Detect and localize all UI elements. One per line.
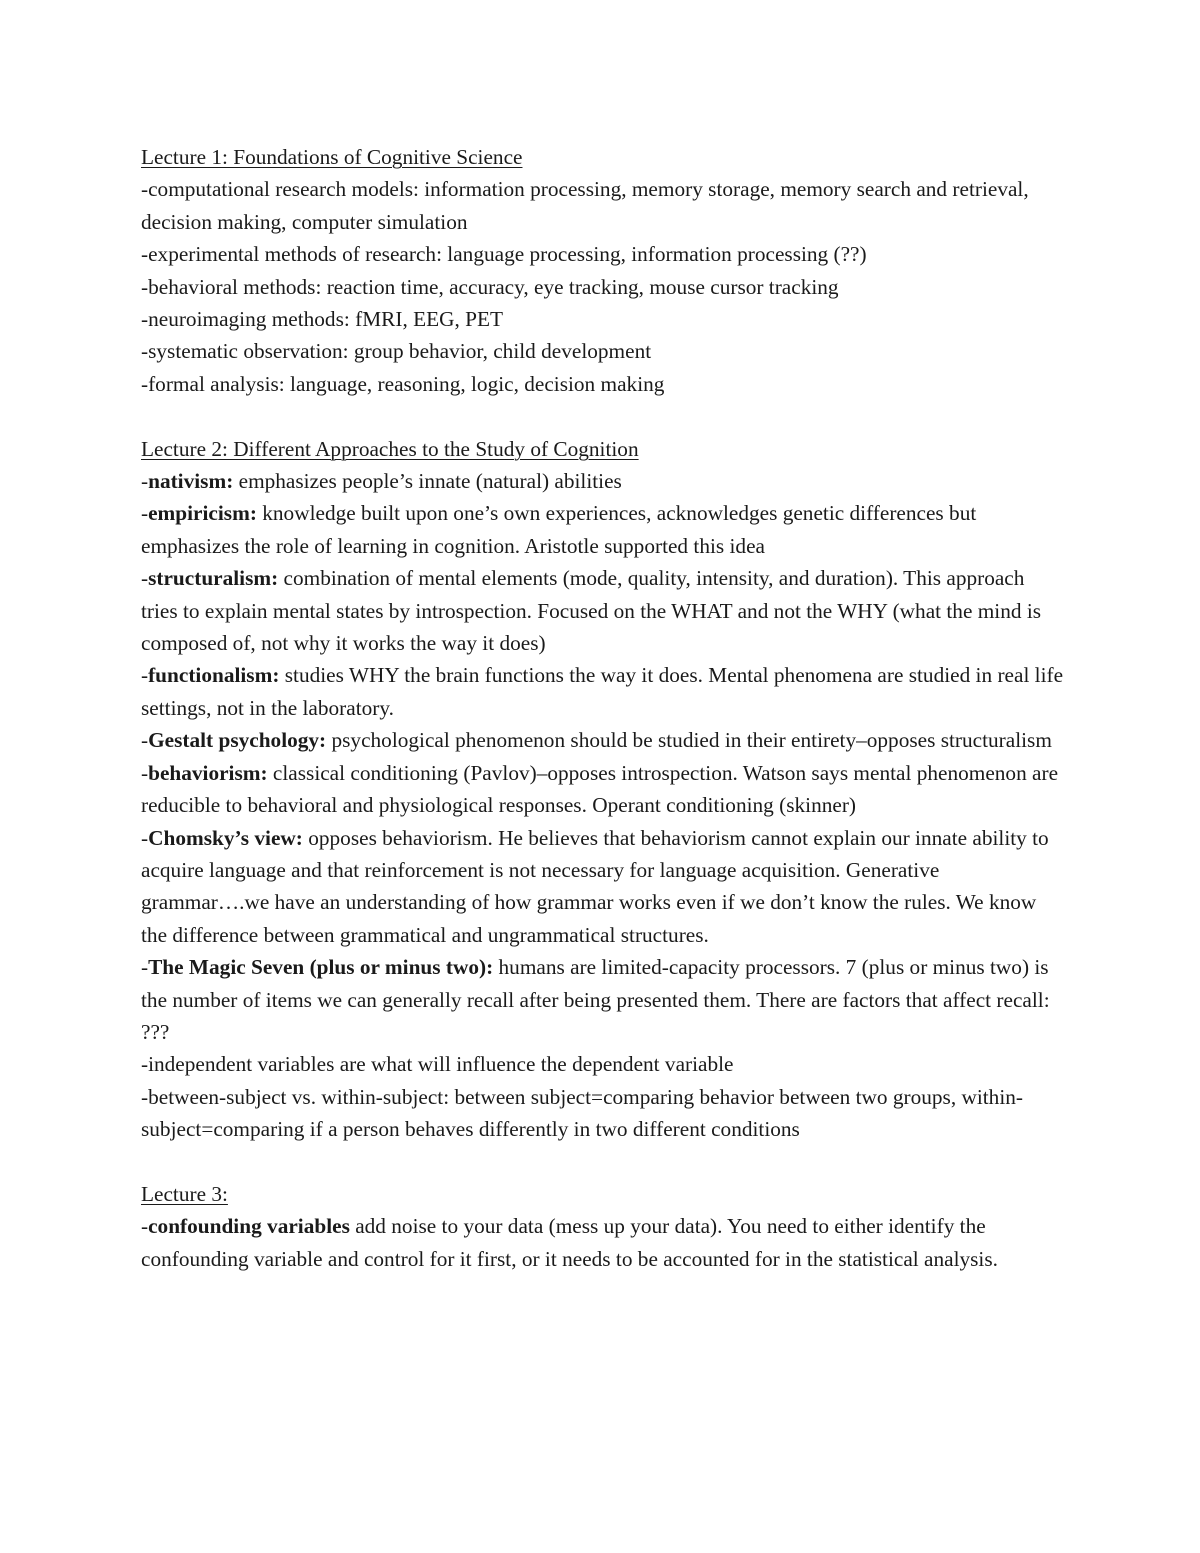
lecture-heading: Lecture 1: Foundations of Cognitive Science <box>141 145 523 169</box>
dash: - <box>141 242 149 267</box>
note-text: neuroimaging methods: fMRI, EEG, PET <box>148 307 503 332</box>
note-text: formal analysis: language, reasoning, logic, decision making <box>148 371 665 396</box>
note-line <box>141 757 1066 822</box>
note-line <box>141 303 1066 335</box>
term: behaviorism: <box>148 760 268 785</box>
note-line <box>141 238 1066 270</box>
note-text: humans are limited-capacity processors. 7 (plus or minus two) is the number of items we can generally recall after being presented them. There are factors that affect recall: ??? <box>141 955 1050 1044</box>
term: functionalism: <box>148 663 280 688</box>
note-line <box>141 562 1066 659</box>
note-text: add noise to your data (mess up your data). You need to either identify the confounding variable and control for it first, or it needs to be accounted for in the statistical analysis. <box>141 1214 998 1271</box>
dash: - <box>141 274 149 299</box>
note-text: emphasizes people’s innate (natural) abilities <box>233 469 622 494</box>
note-text: classical conditioning (Pavlov)–opposes introspection. Watson says mental phenomenon are reducible to behavioral and physiological responses. Operant conditioning (skinner) <box>141 760 1059 818</box>
note-line <box>141 822 1066 952</box>
note-text: opposes behaviorism. He believes that behaviorism cannot explain our innate ability to acquire language and that reinforcement is not necessary for language acquisition. Generative grammar….we have an understanding of how grammar works even if we don’t know the rules. We know the difference between grammatical and ungrammatical structures. <box>141 825 1049 947</box>
note-line <box>141 335 1066 367</box>
term: confounding variables <box>148 1214 350 1239</box>
dash: - <box>141 760 149 785</box>
dash: - <box>141 177 149 202</box>
dash: - <box>141 825 149 850</box>
term: nativism: <box>148 469 234 494</box>
term: The Magic Seven (plus or minus two): <box>148 955 494 980</box>
document-page <box>141 141 1066 1308</box>
note-text: computational research models: information processing, memory storage, memory search and retrieval, decision making, computer simulation <box>141 177 1029 234</box>
dash: - <box>141 1214 149 1239</box>
dash: - <box>141 955 149 980</box>
note-text: between-subject vs. within-subject: between subject=comparing behavior between two groups, within-subject=comparing if a person behaves differently in two different conditions <box>141 1084 1023 1142</box>
dash: - <box>141 307 149 332</box>
note-text: experimental methods of research: language processing, information processing (??) <box>148 242 867 267</box>
note-text: combination of mental elements (mode, quality, intensity, and duration). This approach tries to explain mental states by introspection. Focused on the WHAT and not the WHY (what the mind is composed of, not why it works the way it does) <box>141 566 1042 656</box>
note-text: behavioral methods: reaction time, accuracy, eye tracking, mouse cursor tracking <box>148 274 839 299</box>
dash: - <box>141 371 149 396</box>
note-line <box>141 368 1066 400</box>
note-line <box>141 951 1066 1048</box>
dash: - <box>141 1084 149 1109</box>
term: structuralism: <box>148 566 279 591</box>
dash: - <box>141 1052 149 1077</box>
dash: - <box>141 728 149 753</box>
note-line <box>141 1081 1066 1146</box>
term: empiricism: <box>148 501 257 526</box>
lecture-3-section <box>141 1178 1066 1275</box>
note-text: systematic observation: group behavior, child development <box>148 339 652 364</box>
note-line <box>141 465 1066 497</box>
dash: - <box>141 566 149 591</box>
lecture-2-section <box>141 433 1066 1146</box>
note-text: knowledge built upon one’s own experiences, acknowledges genetic differences but emphasizes the role of learning in cognition. Aristotle supported this idea <box>141 501 977 558</box>
lecture-1-section <box>141 141 1066 400</box>
note-line <box>141 724 1066 756</box>
note-text: studies WHY the brain functions the way it does. Mental phenomena are studied in real life settings, not in the laboratory. <box>141 663 1064 720</box>
lecture-heading: Lecture 3: <box>141 1181 228 1206</box>
note-line <box>141 497 1066 562</box>
term: Gestalt psychology: <box>148 728 327 753</box>
note-line <box>141 1210 1066 1275</box>
term: Chomsky’s view: <box>148 825 303 850</box>
note-line <box>141 271 1066 303</box>
note-text: independent variables are what will influence the dependent variable <box>148 1052 734 1077</box>
dash: - <box>141 469 149 494</box>
dash: - <box>141 663 149 688</box>
dash: - <box>141 501 149 526</box>
note-line <box>141 173 1066 238</box>
dash: - <box>141 339 149 364</box>
lecture-heading: Lecture 2: Different Approaches to the Study of Cognition <box>141 436 639 461</box>
note-line <box>141 1048 1066 1080</box>
note-line <box>141 659 1066 724</box>
note-text: psychological phenomenon should be studied in their entirety–opposes structuralism <box>326 728 1052 753</box>
